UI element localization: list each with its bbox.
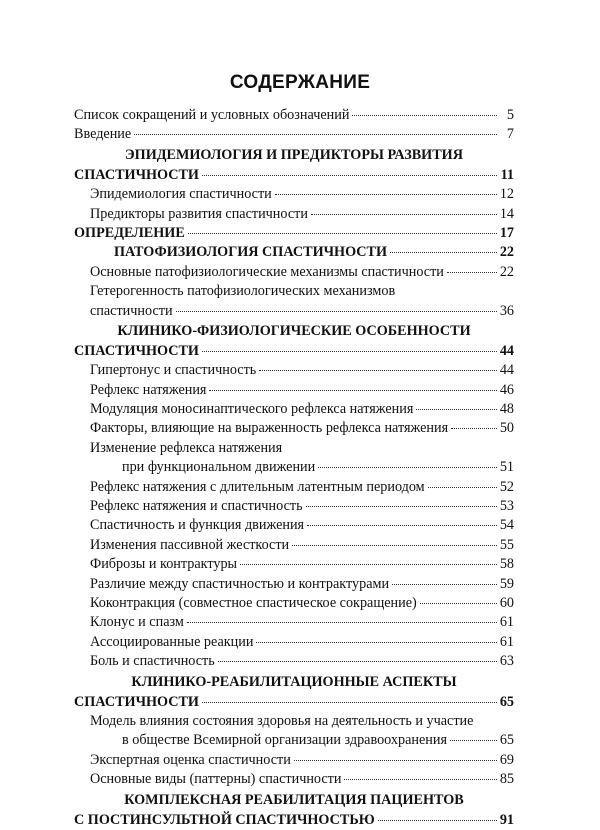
toc-entry-page: 69 <box>499 751 514 768</box>
leader-dots <box>311 213 497 215</box>
toc-section-entry[interactable] <box>74 342 514 361</box>
toc-entry-label: Экспертная оценка спастичности <box>90 751 291 768</box>
toc-entry[interactable] <box>74 594 514 613</box>
toc-entry-label: СПАСТИЧНОСТИ <box>74 693 199 710</box>
toc-entry-label: Предикторы развития спастичности <box>90 205 308 222</box>
toc-entry-page: 50 <box>499 420 514 437</box>
toc-entry-page: 17 <box>499 224 514 241</box>
toc-entry-label: Спастичность и функция движения <box>90 517 305 534</box>
toc-entry[interactable] <box>74 419 514 438</box>
leader-dots <box>447 271 497 273</box>
toc-entry[interactable] <box>74 770 514 789</box>
leader-dots <box>188 232 497 234</box>
toc-entry[interactable] <box>74 497 514 516</box>
toc-entry-label: спастичности <box>90 302 173 319</box>
toc-entry-page: 44 <box>499 342 514 359</box>
toc-entry-label: Различие между спастичностью и контрактурами <box>90 575 390 592</box>
toc-entry-label: в обществе Всемирной организации здравоохранения <box>122 732 448 749</box>
toc-entry-page: 36 <box>499 302 514 319</box>
toc-entry[interactable] <box>74 458 514 477</box>
toc-entry[interactable] <box>74 516 514 535</box>
leader-dots <box>420 602 497 604</box>
toc-entry[interactable] <box>74 302 514 321</box>
leader-dots <box>307 524 497 526</box>
toc-entry-label: СПАСТИЧНОСТИ <box>74 342 199 359</box>
toc-entry[interactable] <box>74 400 514 419</box>
toc-entry[interactable] <box>74 712 514 731</box>
toc-entry[interactable] <box>74 575 514 594</box>
toc-entry-page: 59 <box>499 575 514 592</box>
toc-entry-label: при функциональном движении <box>122 459 316 476</box>
leader-dots <box>378 819 497 821</box>
leader-dots <box>306 505 497 507</box>
toc-entry-page: 65 <box>499 693 514 710</box>
toc-entry-label: Рефлекс натяжения с длительным латентным периодом <box>90 478 425 495</box>
toc-entry[interactable] <box>74 263 514 282</box>
section-heading-label: КЛИНИКО-ФИЗИОЛОГИЧЕСКИЕ ОСОБЕННОСТИ <box>117 322 471 339</box>
toc-entry[interactable] <box>74 478 514 497</box>
toc-entry-page: 60 <box>499 594 514 611</box>
toc-entry-page: 7 <box>506 126 514 143</box>
toc-section-entry[interactable] <box>74 166 514 185</box>
toc-entry-label: Модель влияния состояния здоровья на деятельность и участие <box>90 712 474 729</box>
leader-dots <box>176 310 497 312</box>
leader-dots <box>294 759 497 761</box>
toc-section-entry[interactable] <box>74 224 514 243</box>
section-heading[interactable] <box>74 790 514 811</box>
section-heading[interactable] <box>74 672 514 693</box>
leader-dots <box>392 583 497 585</box>
section-heading-label: ЭПИДЕМИОЛОГИЯ И ПРЕДИКТОРЫ РАЗВИТИЯ <box>125 146 463 163</box>
toc-entry-page: 91 <box>499 811 514 828</box>
toc-entry-label: ПАТОФИЗИОЛОГИЯ СПАСТИЧНОСТИ <box>114 244 388 261</box>
toc-entry-label: Основные патофизиологические механизмы спастичности <box>90 263 444 280</box>
toc-section-entry[interactable] <box>74 811 514 830</box>
toc-entry[interactable] <box>74 185 514 204</box>
toc-entry-page: 44 <box>499 362 514 379</box>
leader-dots <box>416 408 496 410</box>
toc-entry-label: Ассоциированные реакции <box>90 633 254 650</box>
section-heading-label: КЛИНИКО-РЕАБИЛИТАЦИОННЫЕ АСПЕКТЫ <box>131 673 457 690</box>
toc-entry-label: СПАСТИЧНОСТИ <box>74 166 199 183</box>
leader-dots <box>209 389 496 391</box>
toc-entry-label: Коконтракция (совместное спастическое сокращение) <box>90 594 417 611</box>
leader-dots <box>218 660 497 662</box>
toc-entry[interactable] <box>74 439 514 458</box>
toc-entry-page: 14 <box>499 205 514 222</box>
toc-entry-label: Эпидемиология спастичности <box>90 186 272 203</box>
toc-entry-page: 5 <box>506 107 514 123</box>
toc-entry-label: ОПРЕДЕЛЕНИЕ <box>74 224 185 241</box>
leader-dots <box>390 251 497 253</box>
toc-entry-label: Список сокращений и условных обозначений <box>74 107 350 123</box>
toc-entry-label: Гетерогенность патофизиологических механизмов <box>90 283 396 300</box>
toc-entry-page: 58 <box>499 556 514 573</box>
toc-entry[interactable] <box>74 652 514 671</box>
toc-entry-page: 12 <box>499 186 514 203</box>
leader-dots <box>428 486 497 488</box>
toc-entry-label: Гипертонус и спастичность <box>90 362 257 379</box>
leader-dots <box>292 544 497 546</box>
toc-entry[interactable] <box>74 633 514 652</box>
leader-dots <box>256 641 496 643</box>
toc-entry-page: 53 <box>499 498 514 515</box>
toc-entry-label: Боль и спастичность <box>90 653 215 670</box>
toc-entry-page: 65 <box>499 732 514 749</box>
toc-entry[interactable] <box>74 205 514 224</box>
leader-dots <box>352 114 497 116</box>
toc-entry-label: Модуляция моносинаптического рефлекса натяжения <box>90 401 414 418</box>
toc-entry-label: Основные виды (паттерны) спастичности <box>90 771 342 788</box>
toc-entry[interactable] <box>74 751 514 770</box>
toc-entry-page: 51 <box>499 459 514 476</box>
section-heading-label: КОМПЛЕКСНАЯ РЕАБИЛИТАЦИЯ ПАЦИЕНТОВ <box>124 791 464 808</box>
toc-entry[interactable] <box>74 536 514 555</box>
toc-entry[interactable] <box>74 125 514 144</box>
leader-dots <box>344 778 496 780</box>
toc-entry-page: 54 <box>499 517 514 534</box>
toc-entry-page: 85 <box>499 771 514 788</box>
toc-entry[interactable] <box>74 613 514 632</box>
leader-dots <box>259 369 497 371</box>
toc-entry-page: 22 <box>499 244 514 261</box>
leader-dots <box>134 133 497 135</box>
toc-entry-label: Введение <box>74 126 132 143</box>
leader-dots <box>202 350 497 352</box>
leader-dots <box>450 739 497 741</box>
toc-entry[interactable] <box>74 381 514 400</box>
section-heading[interactable] <box>74 145 514 166</box>
toc-entry-page: 48 <box>499 401 514 418</box>
toc-entry-label: Клонус и спазм <box>90 614 184 631</box>
table-of-contents <box>74 106 514 830</box>
toc-entry[interactable] <box>74 361 514 380</box>
toc-entry[interactable] <box>74 555 514 574</box>
section-heading[interactable] <box>74 321 514 342</box>
leader-dots <box>275 193 497 195</box>
toc-entry-page: 46 <box>499 381 514 398</box>
toc-entry-label: Рефлекс натяжения <box>90 381 207 398</box>
toc-entry[interactable] <box>74 282 514 301</box>
leader-dots <box>318 466 497 468</box>
leader-dots <box>187 621 497 623</box>
toc-entry-label: Изменение рефлекса натяжения <box>90 439 283 456</box>
toc-section-entry[interactable] <box>74 243 514 262</box>
toc-entry-page: 63 <box>499 653 514 670</box>
toc-section-entry[interactable] <box>74 693 514 712</box>
toc-entry[interactable] <box>74 731 514 750</box>
toc-entry-page: 22 <box>499 263 514 280</box>
toc-entry-label: Фиброзы и контрактуры <box>90 556 238 573</box>
toc-entry-page: 61 <box>499 633 514 650</box>
toc-entry-label: Рефлекс натяжения и спастичность <box>90 498 303 515</box>
toc-entry-page: 61 <box>499 614 514 631</box>
leader-dots <box>240 563 497 565</box>
leader-dots <box>202 701 497 703</box>
page-title: СОДЕРЖАНИЕ <box>229 72 371 93</box>
toc-entry-label: С ПОСТИНСУЛЬТНОЙ СПАСТИЧНОСТЬЮ <box>74 811 375 828</box>
leader-dots <box>202 174 497 176</box>
toc-entry-label: Изменения пассивной жесткости <box>90 536 290 553</box>
leader-dots <box>451 427 497 429</box>
toc-entry-page: 11 <box>500 166 514 183</box>
toc-entry-page: 55 <box>499 536 514 553</box>
toc-entry-label: Факторы, влияющие на выраженность рефлекса натяжения <box>90 420 449 437</box>
toc-entry[interactable] <box>74 106 514 125</box>
toc-entry-page: 52 <box>499 478 514 495</box>
